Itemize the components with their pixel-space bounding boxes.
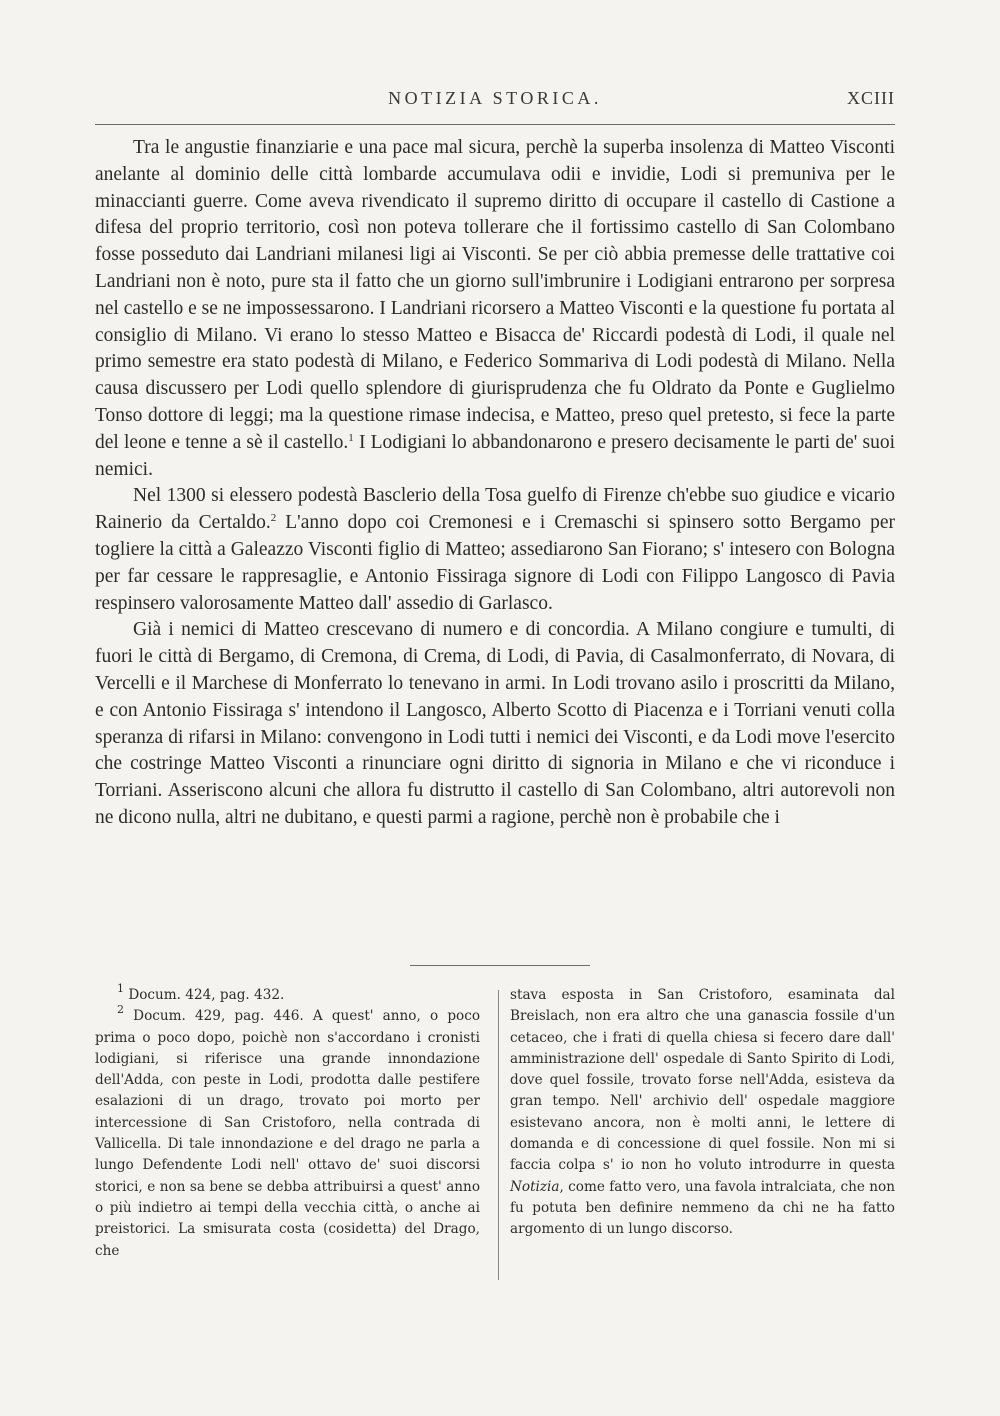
footnote-1 xyxy=(95,982,480,1006)
paragraph-1-tail: I Lodigiani lo abbandonarono e presero decisamente le parti de' suoi nemici. xyxy=(95,431,895,480)
footnote-2-number: 2 xyxy=(117,1003,124,1017)
header-rule xyxy=(95,124,895,125)
note-ref-2: 2 xyxy=(270,512,277,525)
footnote-2-text: Docum. 429, pag. 446. A quest' anno, o poco prima o poco dopo, poichè non s'accordano i cronisti lodigiani, si riferisce una grande innondazione dell'Adda, con peste in Lodi, prodotta dalle pestifere esalazioni di un drago, trovato poi morto per intercessione di San Cristoforo, nella contrada di Vallicella. Di tale innondazione e del drago ne parla a lungo Defendente Lodi nell' ottavo de' suoi discorsi storici, e non sa bene se debba attribuirsi a quest' anno o più indietro ai tempi della vecchia città, o anche ai preistorici. La smisurata costa (cosidetta) del Drago, che xyxy=(95,1008,480,1259)
page-number: XCIII xyxy=(847,88,895,108)
main-text xyxy=(95,135,895,832)
paragraph-2 xyxy=(95,483,895,617)
footnote-2 xyxy=(95,1003,480,1262)
running-title: NOTIZIA STORICA. xyxy=(388,88,602,108)
note-ref-1: 1 xyxy=(348,431,354,444)
footnotes-left-column xyxy=(95,982,480,1262)
footnote-italic-title: Notizia xyxy=(510,1178,560,1195)
paragraph-3 xyxy=(95,617,895,831)
footnote-1-number: 1 xyxy=(117,982,124,995)
paragraph-2-text: Nel 1300 si elessero podestà Basclerio della Tosa guelfo di Firenze ch'ebbe suo giudice e vicario Rainerio da Certaldo. xyxy=(95,485,895,534)
paragraph-1 xyxy=(95,135,895,483)
footnotes-rule xyxy=(410,965,590,966)
footnote-2-continuation-tail: , come fatto vero, una favola intralciata, che non fu potuta ben definire nemmeno da chi ne ha fatto argomento di un lungo discorso. xyxy=(510,1178,895,1238)
footnotes-right-column xyxy=(510,985,895,1241)
footnote-column-divider xyxy=(498,990,499,1280)
paragraph-1-text: Tra le angustie finanziarie e una pace mal sicura, perchè la superba insolenza di Matteo Visconti anelante al dominio delle città lombarde accumulava odii e invidie, Lodi si premuniva per le minaccianti guerre. Come aveva rivendicato il supremo diritto di occupare il castello di Castione a difesa del proprio territorio, così non poteva tollerare che il fortissimo castello di San Colombano fosse posseduto dai Landriani milanesi ligi ai Visconti. Se per ciò abbia premesse delle trattative coi Landriani non è noto, pure sta il fatto che un giorno sull'imbrunire i Lodigiani entrarono per sorpresa nel castello e se ne impossessarono. I Landriani ricorsero a Matteo Visconti e la questione fu portata al consiglio di Milano. Vi erano lo stesso Matteo e Bisacca de' Riccardi podestà di Lodi, il quale nel primo semestre era stato podestà di Milano, e Federico Sommariva di Lodi podestà di Milano. Nella causa discussero per Lodi quello splendore di giurisprudenza che fu Oldrato da Ponte e Guglielmo Tonso dottore di leggi; ma la questione rimase indecisa, e Matteo, preso quel pretesto, si fece la parte del leone e tenne a sè il castello. xyxy=(95,137,895,453)
paragraph-2-tail: L'anno dopo coi Cremonesi e i Cremaschi si spinsero sotto Bergamo per togliere la città a Galeazzo Visconti figlio di Matteo; assediarono San Fiorano; s' intesero con Bologna per far cessare le rappresaglie, e Antonio Fissiraga signore di Lodi con Filippo Langosco di Pavia respinsero valorosamente Matteo dall' assedio di Garlasco. xyxy=(95,512,895,614)
running-head xyxy=(95,88,895,112)
footnote-2-continuation-text: stava esposta in San Cristoforo, esaminata dal Breislach, non era altro che una ganascia fossile d'un cetaceo, che i frati di quella chiesa si fecero dare dall' amministrazione dell' ospedale di Santo Spirito di Lodi, dove quel fossile, trovato forse nell'Adda, esisteva da gran tempo. Nell' archivio dell' ospedale maggiore esistevano ancora, non è molti anni, le lettere di domanda e di concessione di quel fossile. Non mi si faccia colpa s' io non ho voluto introdurre in questa xyxy=(510,987,895,1174)
paragraph-3-text: Già i nemici di Matteo crescevano di numero e di concordia. A Milano congiure e tumulti, di fuori le città di Bergamo, di Cremona, di Crema, di Lodi, di Pavia, di Casalmonferrato, di Novara, di Vercelli e il Marchese di Monferrato lo tenevano in armi. In Lodi trovano asilo i proscritti da Milano, e con Antonio Fissiraga s' intendono il Langosco, Alberto Scotto di Piacenza e i Torriani venuti colla speranza di rifarsi in Milano: convengono in Lodi tutti i nemici dei Visconti, e da Lodi move l'esercito che costringe Matteo Visconti a rinunciare ogni diritto di signoria in Milano e che vi riconduce i Torriani. Asseriscono alcuni che allora fu distrutto il castello di San Colombano, altri autorevoli non ne dicono nulla, altri ne dubitano, e questi parmi a ragione, perchè non è probabile che i xyxy=(95,619,895,828)
footnote-2-continuation xyxy=(510,985,895,1241)
footnote-1-text: Docum. 424, pag. 432. xyxy=(128,987,285,1003)
